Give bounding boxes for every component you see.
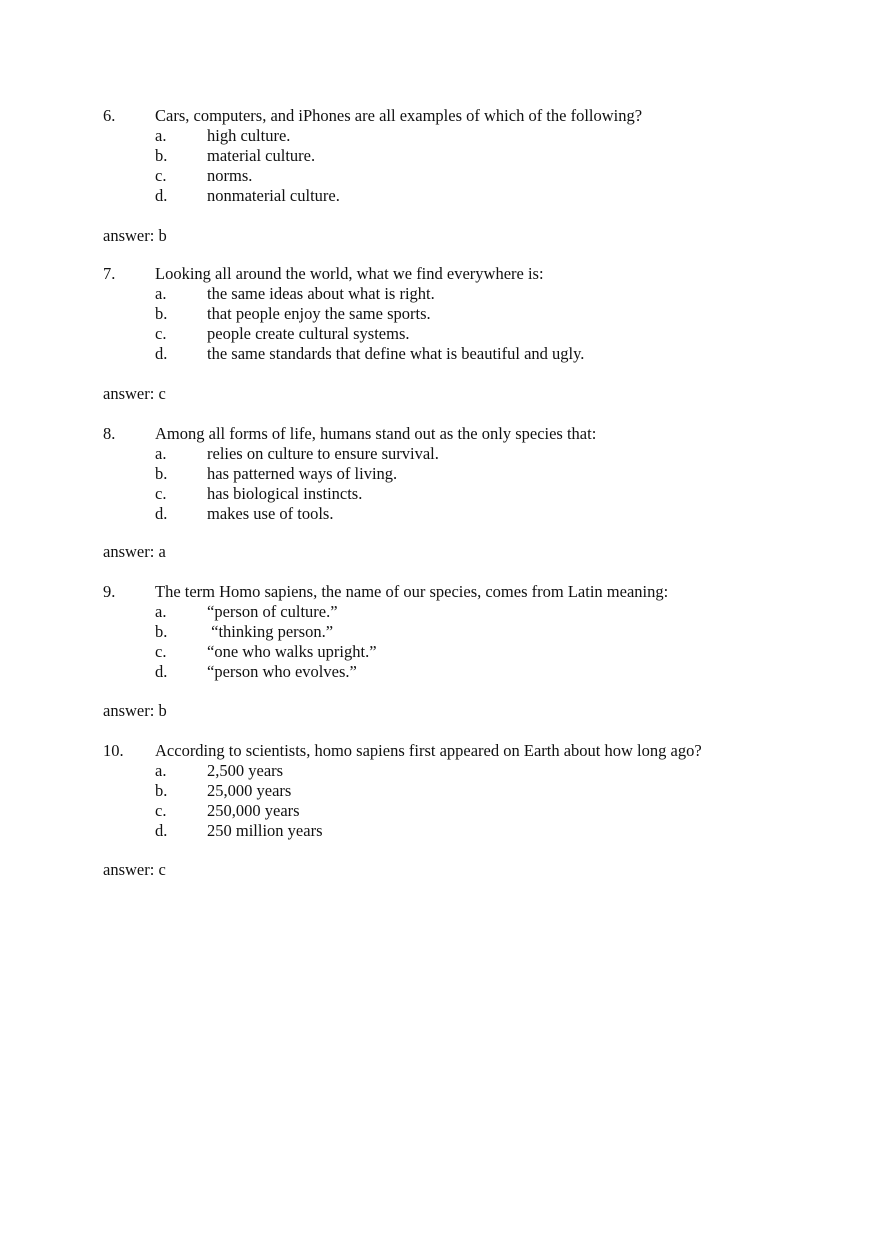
- option-text: “person who evolves.”: [207, 662, 357, 681]
- option-letter: d.: [155, 344, 168, 363]
- option-b: [0, 146, 880, 166]
- option-d: [0, 504, 880, 524]
- option-text: “one who walks upright.”: [207, 642, 377, 661]
- option-text: 250 million years: [207, 821, 323, 840]
- option-c: [0, 642, 880, 662]
- question-text: Looking all around the world, what we find everywhere is:: [155, 264, 544, 283]
- option-letter: b.: [155, 464, 168, 483]
- option-letter: a.: [155, 602, 167, 621]
- answer-8: answer: a: [103, 542, 166, 561]
- option-letter: c.: [155, 801, 167, 820]
- question-text: Cars, computers, and iPhones are all examples of which of the following?: [155, 106, 643, 125]
- option-b: [0, 622, 880, 642]
- option-letter: a.: [155, 444, 167, 463]
- option-text: “thinking person.”: [207, 622, 334, 641]
- option-letter: a.: [155, 761, 167, 780]
- option-d: [0, 821, 880, 841]
- question-number: 10.: [103, 741, 124, 760]
- option-letter: b.: [155, 304, 168, 323]
- option-a: [0, 602, 880, 622]
- option-letter: c.: [155, 324, 167, 343]
- option-c: [0, 801, 880, 821]
- option-text: 25,000 years: [207, 781, 292, 800]
- option-letter: b.: [155, 146, 168, 165]
- option-letter: a.: [155, 126, 167, 145]
- option-letter: d.: [155, 662, 168, 681]
- option-letter: d.: [155, 186, 168, 205]
- option-text: relies on culture to ensure survival.: [207, 444, 439, 463]
- option-text: people create cultural systems.: [207, 324, 410, 343]
- option-b: [0, 781, 880, 801]
- question-number: 7.: [103, 264, 116, 283]
- question-line: [0, 582, 880, 602]
- option-letter: a.: [155, 284, 167, 303]
- option-text: has biological instincts.: [207, 484, 363, 503]
- question-number: 8.: [103, 424, 116, 443]
- answer-9: answer: b: [103, 701, 167, 720]
- answer-7: answer: c: [103, 384, 166, 403]
- option-text: the same standards that define what is beautiful and ugly.: [207, 344, 585, 363]
- option-d: [0, 662, 880, 682]
- option-letter: d.: [155, 821, 168, 840]
- option-b: [0, 304, 880, 324]
- option-c: [0, 166, 880, 186]
- question-line: [0, 741, 880, 761]
- option-a: [0, 761, 880, 781]
- option-letter: c.: [155, 166, 167, 185]
- question-text: The term Homo sapiens, the name of our species, comes from Latin meaning:: [155, 582, 669, 601]
- question-number: 9.: [103, 582, 116, 601]
- question-9: [0, 582, 880, 682]
- option-text: 250,000 years: [207, 801, 300, 820]
- option-letter: c.: [155, 642, 167, 661]
- option-letter: c.: [155, 484, 167, 503]
- option-c: [0, 484, 880, 504]
- option-a: [0, 444, 880, 464]
- question-6: [0, 106, 880, 206]
- option-text: has patterned ways of living.: [207, 464, 398, 483]
- option-text: high culture.: [207, 126, 291, 145]
- answer-6: answer: b: [103, 226, 167, 245]
- question-7: [0, 264, 880, 364]
- option-letter: b.: [155, 622, 168, 641]
- question-text: Among all forms of life, humans stand out as the only species that:: [155, 424, 597, 443]
- option-d: [0, 344, 880, 364]
- option-text: norms.: [207, 166, 253, 185]
- question-line: [0, 424, 880, 444]
- answer-10: answer: c: [103, 860, 166, 879]
- option-letter: d.: [155, 504, 168, 523]
- option-text: nonmaterial culture.: [207, 186, 340, 205]
- question-line: [0, 106, 880, 126]
- option-text: the same ideas about what is right.: [207, 284, 435, 303]
- option-d: [0, 186, 880, 206]
- question-number: 6.: [103, 106, 116, 125]
- option-a: [0, 284, 880, 304]
- question-text: According to scientists, homo sapiens first appeared on Earth about how long ago?: [155, 741, 702, 760]
- question-10: [0, 741, 880, 841]
- option-text: that people enjoy the same sports.: [207, 304, 431, 323]
- option-text: 2,500 years: [207, 761, 284, 780]
- option-c: [0, 324, 880, 344]
- option-text: material culture.: [207, 146, 316, 165]
- option-text: makes use of tools.: [207, 504, 334, 523]
- option-letter: b.: [155, 781, 168, 800]
- question-8: [0, 424, 880, 524]
- question-line: [0, 264, 880, 284]
- option-b: [0, 464, 880, 484]
- option-a: [0, 126, 880, 146]
- option-text: “person of culture.”: [207, 602, 338, 621]
